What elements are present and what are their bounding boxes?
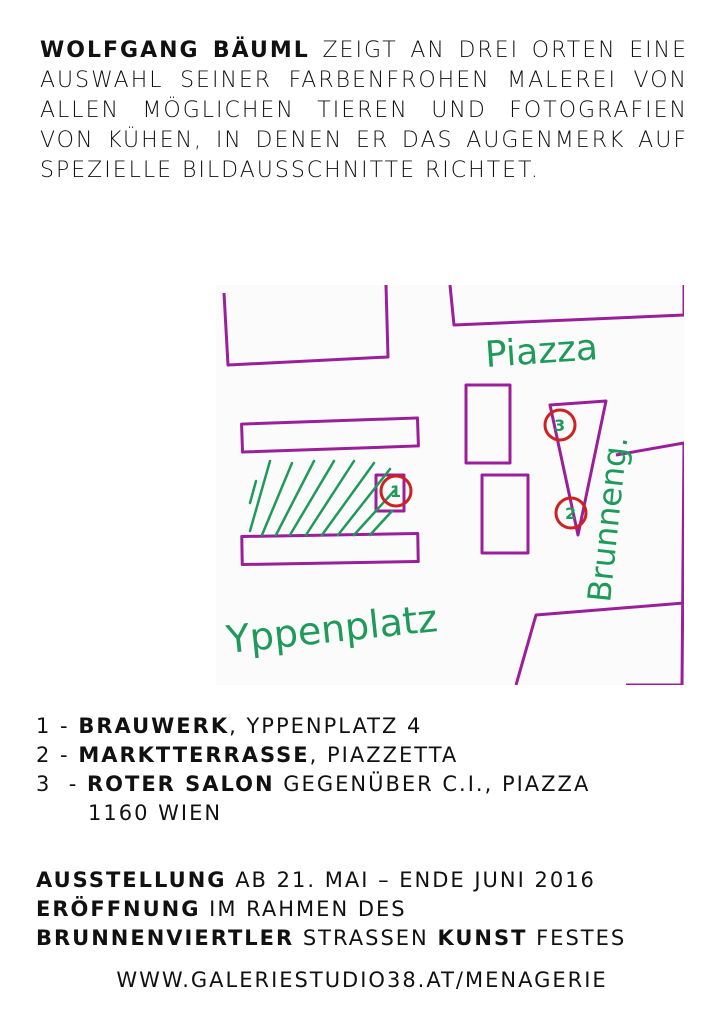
event-label-exhibition: AUSSTELLUNG: [36, 868, 227, 892]
marker-3-label: 3: [554, 416, 566, 435]
event-label-opening: ERÖFFNUNG: [36, 897, 201, 921]
website-link[interactable]: WWW.GALERIESTUDIO38.AT/MENAGERIE: [116, 968, 608, 992]
location-name: MARKTTERRASSE: [78, 743, 310, 767]
event-opening-text: IM RAHMEN DES: [200, 897, 407, 921]
block-upper-bar: [242, 418, 419, 452]
event-festival: [36, 924, 676, 953]
location-address: GEGENÜBER C.I., PIAZZA: [274, 772, 591, 796]
festival-name-1: BRUNNENVIERTLER: [36, 926, 295, 950]
location-row: 2 - MARKTTERRASSE, PIAZZETTA: [36, 743, 459, 767]
event-dates: [36, 866, 676, 895]
festival-name-3: KUNST: [437, 926, 528, 950]
yppenplatz-hatching: [250, 461, 394, 535]
location-address: , PIAZZETTA: [309, 743, 459, 767]
block-piazza-2: [482, 475, 528, 553]
intro-paragraph: [40, 36, 688, 186]
intro-text: ZEIGT AN DREI ORTEN EINE AUSWAHL SEINER FARBENFROHEN MALEREI VON ALLEN MÖGLICHEN TIEREN UND FOTOGRAFIEN VON KÜHEN, IN DENEN ER DAS AUGENMERK AUF SPEZIELLE BILDAUSSCHNITTE RICHTET.: [40, 38, 688, 183]
location-address: , YPPENPLATZ 4: [229, 714, 423, 738]
label-yppenplatz: Yppenplatz: [224, 596, 440, 662]
location-number: 1: [36, 714, 52, 738]
festival-name-4: FESTES: [527, 926, 627, 950]
map-drawing: [216, 285, 684, 685]
location-name: BRAUWERK: [78, 714, 230, 738]
event-opening: [36, 895, 676, 924]
location-row: 1 - BRAUWERK, YPPENPLATZ 4: [36, 714, 423, 738]
locations-list: [36, 712, 676, 828]
label-piazza: Piazza: [483, 327, 600, 376]
festival-name-2: STRASSEN: [294, 926, 438, 950]
location-number: 3: [36, 772, 52, 796]
location-row: 3 - ROTER SALON GEGENÜBER C.I., PIAZZA: [36, 772, 591, 796]
event-date-range: AB 21. MAI – ENDE JUNI 2016: [226, 868, 596, 892]
block-piazza-1: [466, 385, 510, 463]
block-lower-bar: [242, 533, 418, 564]
city-line: 1160 WIEN: [88, 801, 223, 825]
block-bottom-right: [516, 603, 684, 685]
marker-1-label: 1: [390, 482, 402, 501]
location-name: ROTER SALON: [86, 772, 275, 796]
location-map: [216, 285, 684, 685]
block-top-left: [224, 285, 388, 365]
block-top-middle: [450, 285, 684, 325]
label-brunneng: Brunneng.: [580, 434, 636, 604]
location-number: 2: [36, 743, 52, 767]
marker-2-label: 2: [565, 504, 577, 523]
artist-name: WOLFGANG BÄUML: [40, 38, 310, 63]
event-info: [36, 866, 676, 953]
